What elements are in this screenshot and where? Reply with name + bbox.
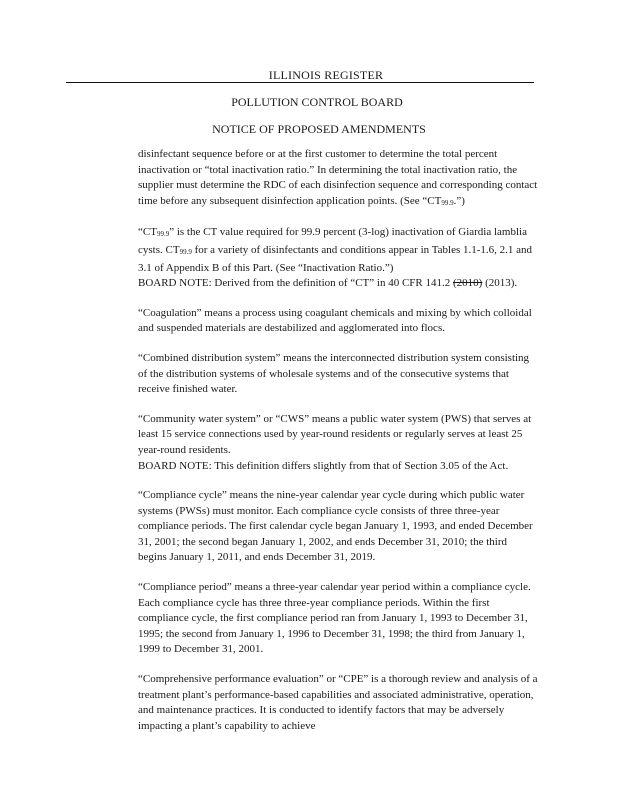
paragraph-community-water-system: “Community water system” or “CWS” means a public water system (PWS) that serves at least 15 service connections used by year-round residents or regularly serves at least 25 year-round residents. BOARD NOTE: This definition differs slightly from that of Section 3.05 of the Act. (138, 412, 538, 474)
board-note: BOARD NOTE: This definition differs slightly from that of Section 3.05 of the Act. (138, 459, 509, 472)
paragraph-cpe: “Comprehensive performance evaluation” or “CPE” is a thorough review and analysis of a treatment plant’s performance-based capabilities and associated administrative, operation, and maintenance practices. It is conducted to identify factors that may be adversely impacting a plant’s capability to achieve (138, 673, 538, 732)
paragraph-continued: disinfectant sequence before or at the first customer to determine the total percent inactivation or “total inactivation ratio.” In determining the total inactivation ratio, the supplier must determine the RDC of each disinfection sequence and corresponding contact time before any subsequent disinfection application points. (See “CT99.9.”) (138, 148, 538, 207)
paragraph-combined-distribution: “Combined distribution system” means the interconnected distribution system consisting of the distribution systems of wholesale systems and of the consecutive systems that receive finished water. (138, 351, 530, 396)
register-title: ILLINOIS REGISTER (268, 68, 384, 82)
paragraph-coagulation: “Coagulation” means a process using coagulant chemicals and mixing by which colloidal and suspended materials are destabilized and agglomerated into flocs. (138, 306, 532, 335)
paragraph-ct999: “CT99.9” is the CT value required for 99.9 percent (3-log) inactivation of Giardia lamblia cysts. CT99.9 for a variety of disinfectants and conditions appear in Tables 1.1-1.6, 2.1 and 3.1 of Appendix B of this Part. (See “Inactivation Ratio.”) BOARD NOTE: Derived from the definition of “CT” in 40 CFR 141.2 (2010) (2013). (138, 225, 538, 291)
document-body (138, 147, 538, 748)
struck-text: (2010) (453, 277, 483, 290)
board-note: BOARD NOTE: Derived from the definition of “CT” in 40 CFR 141.2 (2010) (2013). (138, 277, 518, 290)
board-title: POLLUTION CONTROL BOARD (231, 95, 403, 109)
notice-title: NOTICE OF PROPOSED AMENDMENTS (212, 122, 426, 136)
paragraph-compliance-cycle: “Compliance cycle” means the nine-year calendar year cycle during which public water systems (PWSs) must monitor. Each compliance cycle consists of three three-year compliance periods. The first calendar cycle began January 1, 1993, and ended December 31, 2001; the second began January 1, 2002, and ends December 31, 2010; the third begins January 1, 2011, and ends December 31, 2019. (138, 489, 533, 564)
paragraph-compliance-period: “Compliance period” means a three-year calendar year period within a compliance cycle. Each compliance cycle has three three-year compliance periods. Within the first compliance cycle, the first compliance period ran from January 1, 1993 to December 31, 1995; the second from January 1, 1996 to December 31, 1998; the third from January 1, 1999 to December 31, 2001. (138, 581, 531, 656)
